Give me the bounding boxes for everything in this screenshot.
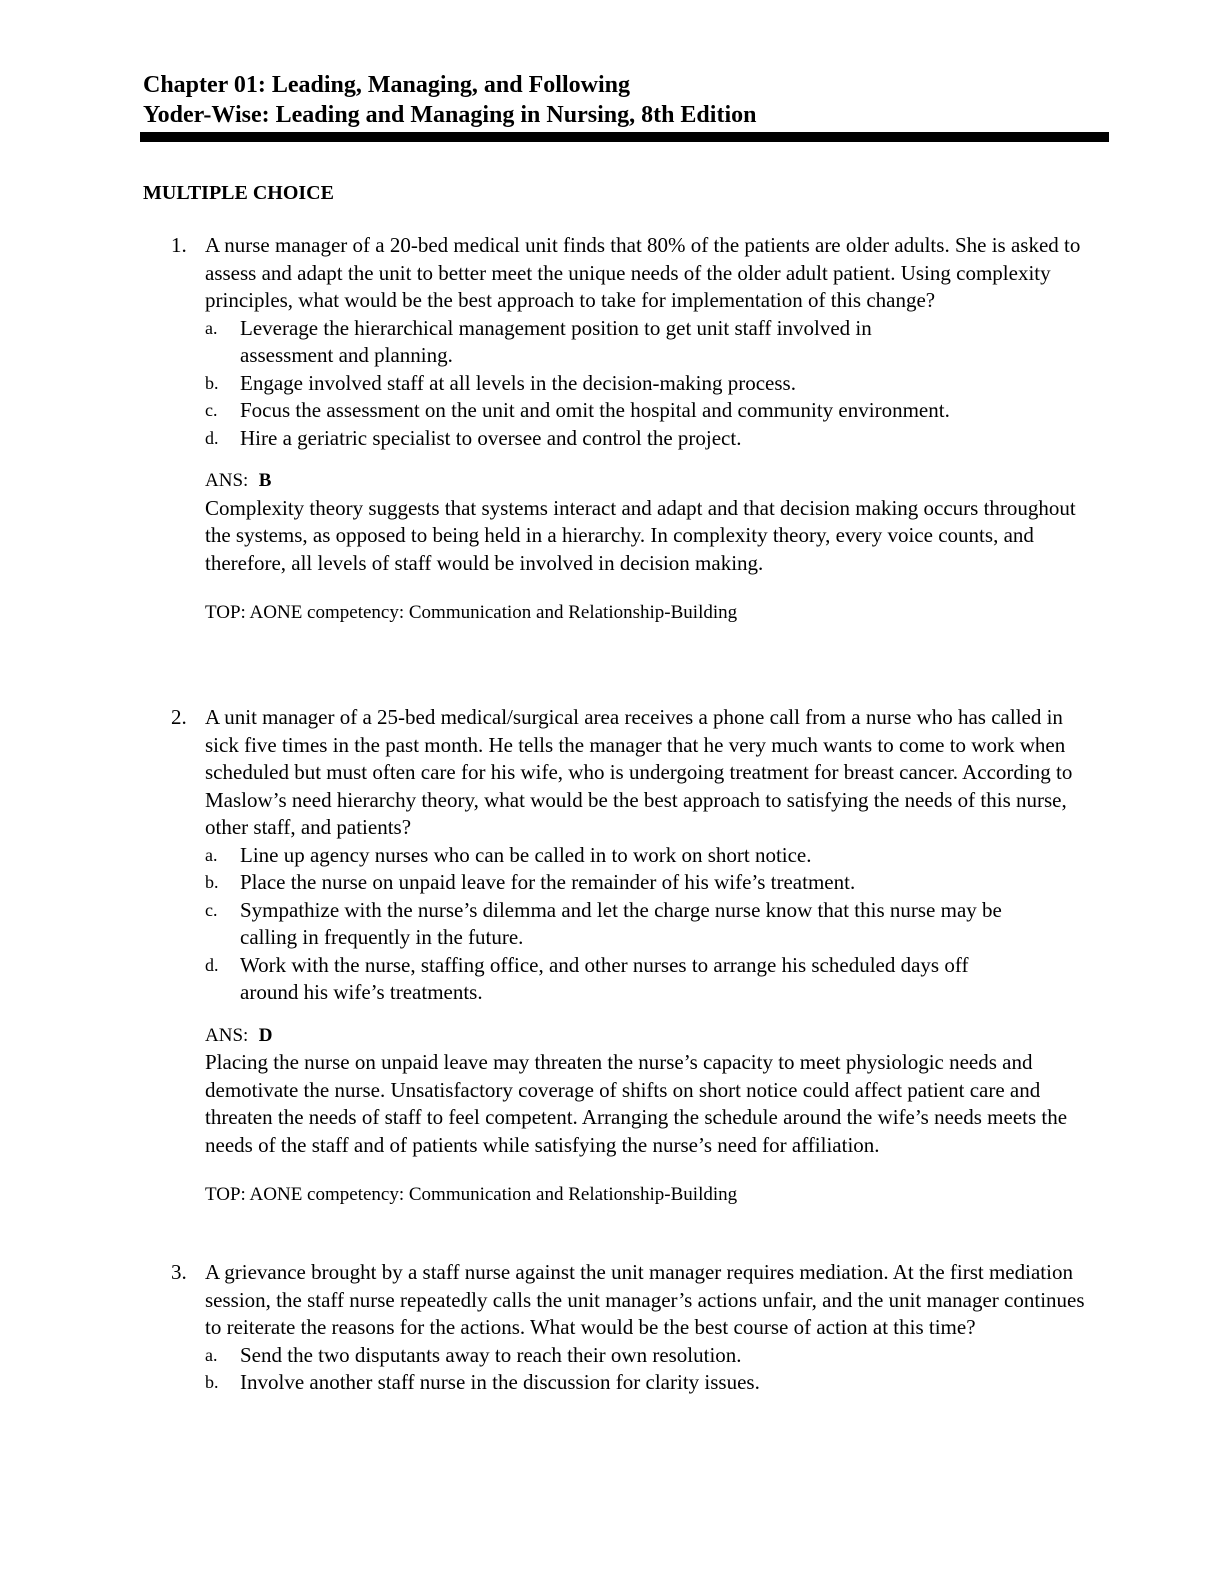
question-stem: A unit manager of a 25-bed medical/surgical area receives a phone call from a nurse who has called in sick five times in the past month. He tells the manager that he very much wants to come to work when scheduled but must often care for his wife, who is undergoing treatment for breast cancer. According to Maslow’s need hierarchy theory, what would be the best approach to satisfying the needs of this nurse, other staff, and patients? xyxy=(205,705,1073,839)
option-text: Send the two disputants away to reach their own resolution. xyxy=(240,1342,742,1367)
option-text: Leverage the hierarchical management position to get unit staff involved in assessment and planning. xyxy=(240,315,872,367)
question-stem: A nurse manager of a 20-bed medical unit finds that 80% of the patients are older adults. She is asked to assess and adapt the unit to better meet the unique needs of the older adult patient. Using complexity principles, what would be the best approach to take for implementation of this change? xyxy=(205,233,1081,312)
option-text: Sympathize with the nurse’s dilemma and let the charge nurse know that this nurse may be calling in frequently in the future. xyxy=(240,897,1002,949)
option-d xyxy=(205,952,1010,1007)
option-text: Focus the assessment on the unit and omit the hospital and community environment. xyxy=(240,398,950,422)
option-letter: d. xyxy=(205,954,219,975)
option-b xyxy=(205,370,960,398)
answer-line xyxy=(205,1021,1109,1050)
answer-rationale: Placing the nurse on unpaid leave may threaten the nurse’s capacity to meet physiologic needs and demotivate the nurse. Unsatisfactory coverage of shifts on short notice could affect patient care and threaten the needs of staff to feel competent. Arranging the schedule around the wife’s needs meets the needs of the staff and of patients while satisfying the nurse’s need for affiliation. xyxy=(205,1050,1068,1157)
answer-key: B xyxy=(258,470,272,491)
book-title: Yoder-Wise: Leading and Managing in Nursing, 8th Edition xyxy=(143,102,757,128)
answer-rationale: Complexity theory suggests that systems interact and adapt and that decision making occurs throughout the systems, as opposed to being held in a hierarchy. In complexity theory, every voice counts, and therefore, all levels of staff would be involved in decision making. xyxy=(205,495,1076,575)
option-text: Hire a geriatric specialist to oversee and control the project. xyxy=(240,425,742,450)
topic-line: TOP: AONE competency: Communication and Relationship-Building xyxy=(205,1184,738,1205)
option-c xyxy=(205,897,1040,952)
answer-label: ANS: xyxy=(205,1024,249,1046)
option-letter: c. xyxy=(205,899,218,920)
answer-key: D xyxy=(258,1024,273,1046)
answer-line xyxy=(205,466,1109,495)
option-text: Line up agency nurses who can be called in to work on short notice. xyxy=(240,842,812,867)
question-number: 2. xyxy=(171,705,187,729)
chapter-title: Chapter 01: Leading, Managing, and Following xyxy=(143,72,630,98)
question-stem: A grievance brought by a staff nurse against the unit manager requires mediation. At the first mediation session, the staff nurse repeatedly calls the unit manager’s actions unfair, and the unit manager continues to reiterate the reasons for the actions. What would be the best course of action at this time? xyxy=(205,1260,1085,1339)
question-number: 3. xyxy=(171,1260,187,1284)
section-title: MULTIPLE CHOICE xyxy=(143,182,334,204)
option-letter: d. xyxy=(205,427,219,448)
document-header xyxy=(143,70,1109,130)
question-2 xyxy=(143,704,1109,1209)
question-number: 1. xyxy=(171,233,187,257)
option-text: Engage involved staff at all levels in the decision-making process. xyxy=(240,370,796,395)
option-letter: a. xyxy=(205,317,218,338)
option-text: Involve another staff nurse in the discussion for clarity issues. xyxy=(240,1370,760,1394)
option-letter: a. xyxy=(205,844,218,865)
option-letter: b. xyxy=(205,1372,219,1392)
option-c xyxy=(205,397,960,425)
option-d xyxy=(205,425,960,453)
option-a xyxy=(205,1342,1040,1370)
option-b xyxy=(205,869,1040,897)
question-3 xyxy=(143,1259,1109,1397)
option-a xyxy=(205,315,960,370)
option-a xyxy=(205,842,1040,870)
option-text: Place the nurse on unpaid leave for the remainder of his wife’s treatment. xyxy=(240,870,856,894)
question-1 xyxy=(143,232,1109,627)
option-b xyxy=(205,1369,1040,1397)
option-letter: b. xyxy=(205,372,219,393)
header-rule xyxy=(140,132,1109,142)
answer-label: ANS: xyxy=(205,470,249,491)
topic-line: TOP: AONE competency: Communication and Relationship-Building xyxy=(205,602,738,623)
option-letter: c. xyxy=(205,400,218,420)
option-letter: a. xyxy=(205,1344,218,1365)
option-text: Work with the nurse, staffing office, and other nurses to arrange his scheduled days off around his wife’s treatments. xyxy=(240,952,969,1004)
option-letter: b. xyxy=(205,872,219,892)
